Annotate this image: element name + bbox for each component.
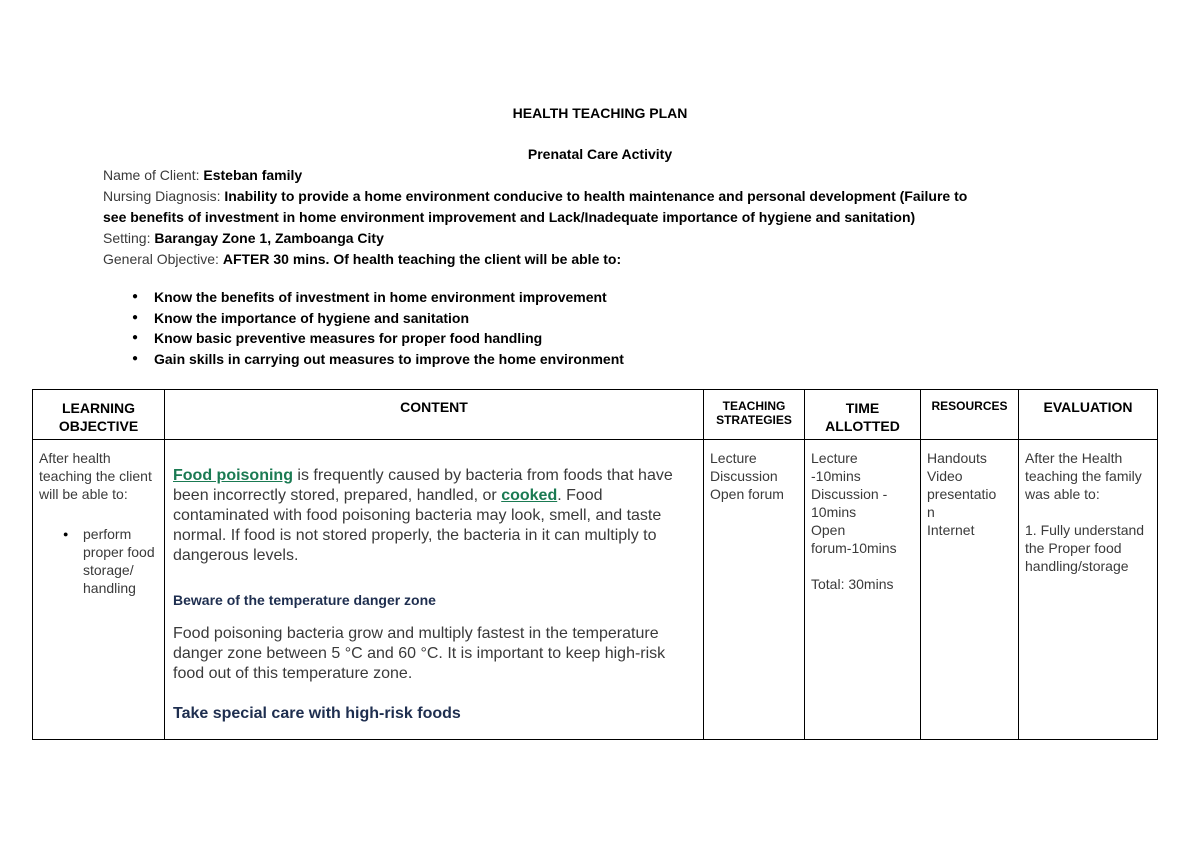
header-teaching-strategies: TEACHING STRATEGIES (704, 390, 805, 440)
list-item: presentatio (927, 486, 997, 502)
cell-content (165, 440, 704, 740)
table-row (33, 440, 1158, 740)
bullet-icon: ● (63, 529, 69, 539)
objective-item: ● Gain skills in carrying out measures to improve the home environment (128, 349, 624, 370)
list-item: Internet (927, 522, 975, 538)
setting-line (103, 228, 1103, 249)
content-paragraph-1: Food poisoning is frequently caused by bacteria from foods that have been incorrectly stored, prepared, handled, or cooked. Food contaminated with food poisoning bacteria may look, smell, and taste normal. If food is not stored properly, the bacteria in it can multiply to dangerous levels. (173, 467, 673, 564)
list-item: ● perform proper food storage/ handling (63, 526, 155, 596)
client-name-line (103, 165, 1103, 186)
objective-item: ● Know the importance of hygiene and sanitation (128, 308, 624, 329)
cell-evaluation (1019, 440, 1158, 740)
list-item: forum-10mins (811, 540, 897, 556)
teaching-plan-table (32, 389, 1158, 740)
list-item: n (927, 504, 935, 520)
nursing-diagnosis-value-line1: Inability to provide a home environment conducive to health maintenance and personal development (Failure to (224, 188, 968, 204)
setting-label: Setting: (103, 230, 151, 246)
general-objective-value: AFTER 30 mins. Of health teaching the client will be able to: (222, 251, 622, 267)
cell-teaching-strategies (704, 440, 805, 740)
client-name-label: Name of Client: (103, 167, 200, 183)
learning-objective-intro: After health teaching the client will be able to: (39, 450, 152, 502)
food-poisoning-link[interactable]: Food poisoning (173, 467, 293, 484)
setting-value: Barangay Zone 1, Zamboanga City (154, 230, 384, 246)
cell-resources (921, 440, 1019, 740)
cell-learning-objective (33, 440, 165, 740)
table-header-row (33, 390, 1158, 440)
evaluation-item: 1. Fully understand the Proper food handling/storage (1025, 522, 1145, 574)
objective-item: ● Know basic preventive measures for proper food handling (128, 328, 624, 349)
page-subtitle: Prenatal Care Activity (527, 146, 673, 162)
content-subheading-2: Take special care with high-risk foods (173, 705, 461, 722)
objectives-list (128, 287, 624, 369)
learning-objective-list (39, 525, 158, 597)
cooked-link[interactable]: cooked (501, 487, 558, 504)
client-name-value: Esteban family (203, 167, 303, 183)
nursing-diagnosis-label: Nursing Diagnosis: (103, 188, 221, 204)
header-evaluation: EVALUATION (1019, 390, 1158, 440)
header-time-allotted: TIME ALLOTTED (805, 390, 921, 440)
bullet-icon: ● (131, 311, 139, 323)
nursing-diagnosis-value-line2: see benefits of investment in home environment improvement and Lack/Inadequate importance of hygiene and sanitation) (103, 208, 916, 225)
header-resources: RESOURCES (921, 390, 1019, 440)
content-paragraph-2: Food poisoning bacteria grow and multiply fastest in the temperature danger zone between 5 °C and 60 °C. It is important to keep high-risk food out of this temperature zone. (173, 625, 666, 682)
list-item: Lecture (811, 450, 858, 466)
header-content: CONTENT (165, 390, 704, 440)
cell-time-allotted (805, 440, 921, 740)
list-item: Open forum (710, 486, 784, 502)
list-item: Handouts (927, 450, 987, 466)
general-objective-line (103, 249, 1103, 270)
list-item: -10mins (811, 468, 861, 484)
page-title: HEALTH TEACHING PLAN (512, 105, 688, 121)
content-subheading-1: Beware of the temperature danger zone (173, 592, 436, 608)
objective-item: ● Know the benefits of investment in home environment improvement (128, 287, 624, 308)
bullet-icon: ● (131, 291, 139, 302)
evaluation-intro: After the Health teaching the family was able to: (1025, 450, 1142, 502)
bullet-icon: ● (131, 352, 139, 364)
time-total: Total: 30mins (811, 576, 894, 592)
list-item: Discussion - (811, 486, 888, 502)
list-item: Lecture (710, 450, 757, 466)
bullet-icon: ● (131, 332, 139, 343)
header-learning-objective: LEARNING OBJECTIVE (33, 390, 165, 440)
list-item: Video (927, 468, 963, 484)
list-item: 10mins (811, 504, 857, 520)
general-objective-label: General Objective: (103, 251, 219, 267)
list-item: Discussion (710, 468, 778, 484)
list-item: Open (811, 522, 846, 538)
nursing-diagnosis-line (103, 186, 1103, 227)
